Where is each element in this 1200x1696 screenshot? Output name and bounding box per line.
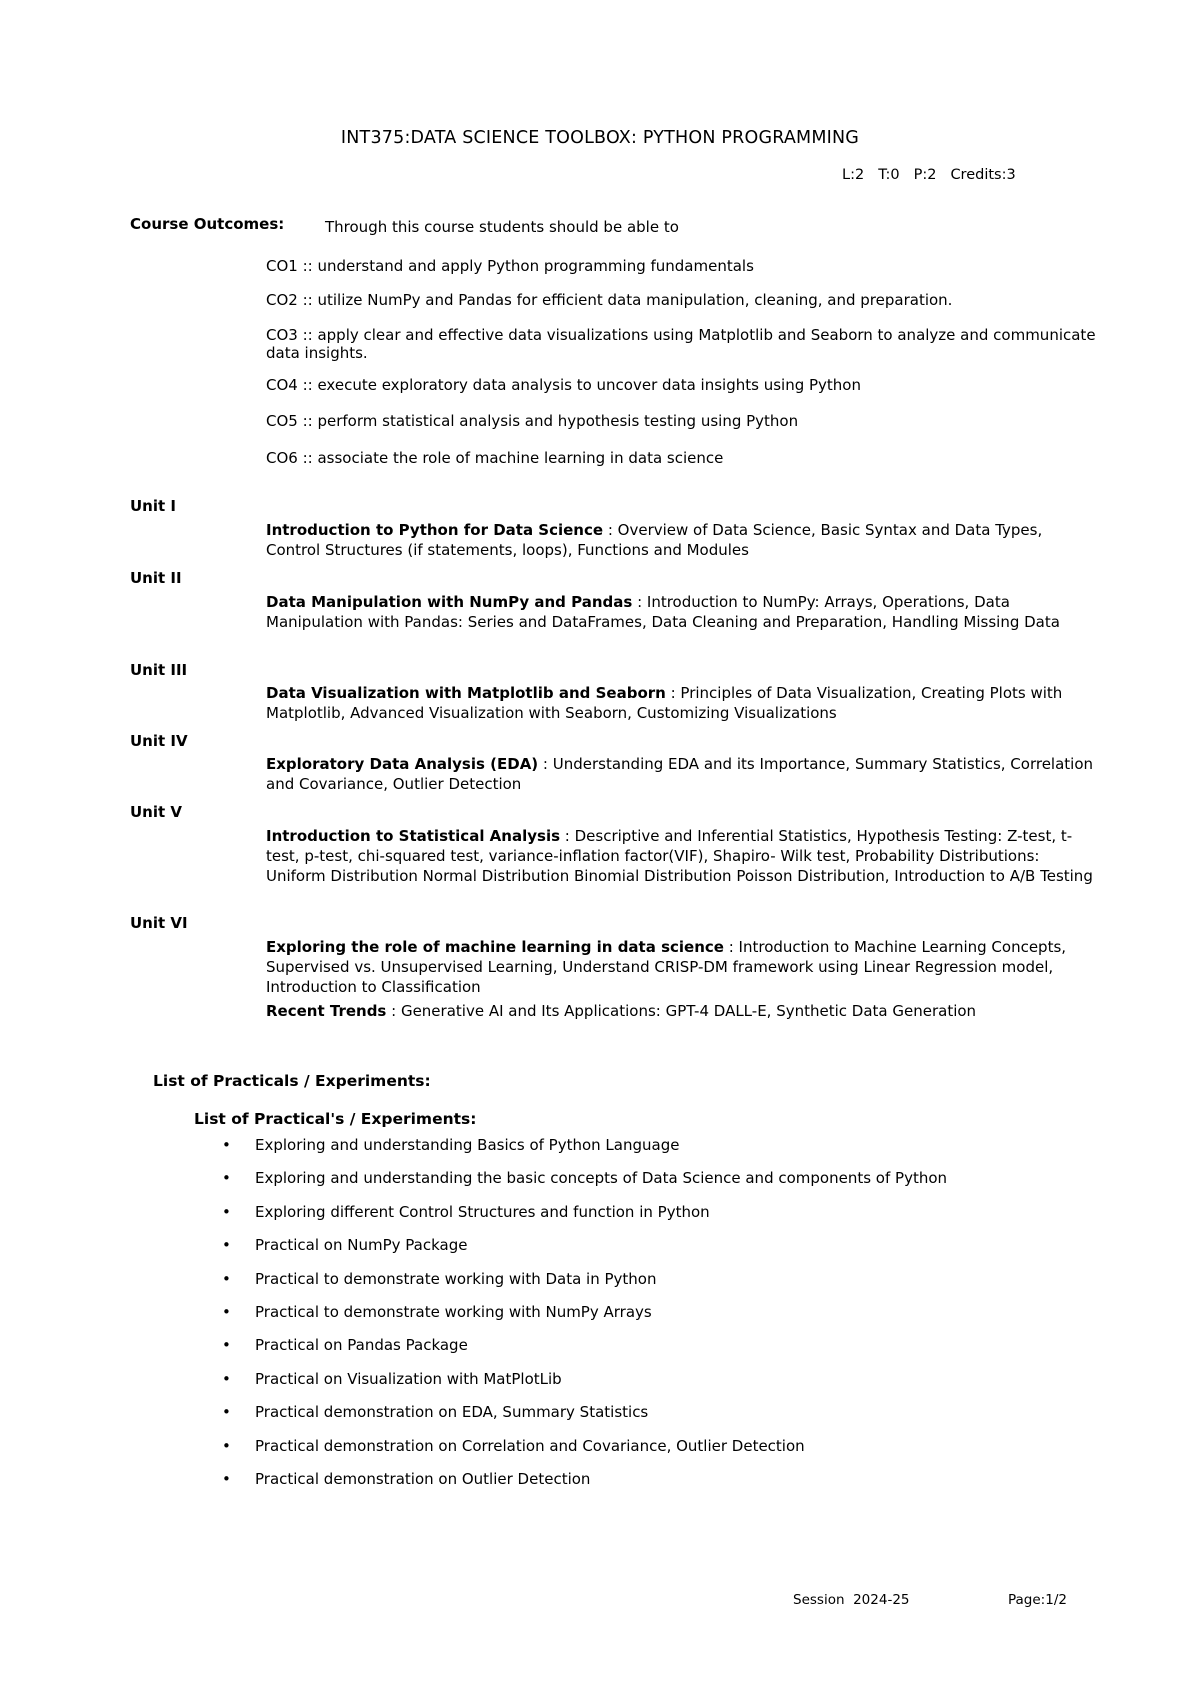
bullet-icon: • [222, 1302, 231, 1321]
course-title: INT375:DATA SCIENCE TOOLBOX: PYTHON PROGRAMMING [340, 128, 860, 148]
practical-hours: P:2 [913, 167, 937, 183]
bullet-icon: • [222, 1269, 231, 1288]
unit-label: Unit VI [130, 914, 188, 932]
unit-heading: Data Visualization with Matplotlib and Seaborn [266, 684, 666, 702]
bullet-icon: • [222, 1336, 231, 1355]
bullet-icon: • [222, 1169, 231, 1188]
bullet-icon: • [222, 1403, 231, 1422]
bullet-icon: • [222, 1369, 231, 1388]
unit-text: Descriptive and Inferential Statistics, Hypothesis Testing: Z-test, t-test, p-test, chi-squared test, variance-inflation factor(VIF), Shapiro- Wilk test, Probability Distributions: Uniform Distribution Normal Distribution Binomial Distribution Poisson Distribution, Introduction to A/B Testing [266, 827, 1093, 885]
bullet-icon: • [222, 1136, 231, 1154]
unit-heading: Exploring the role of machine learning in data science [266, 938, 724, 956]
bullet-icon: • [222, 1236, 231, 1255]
unit-label: Unit V [130, 803, 183, 821]
unit-text: Understanding EDA and its Importance, Summary Statistics, Correlation and Covariance, Outlier Detection [266, 755, 1094, 793]
unit-label: Unit IV [130, 732, 188, 750]
unit-label: Unit III [130, 661, 188, 679]
lecture-hours: L:2 [842, 167, 865, 183]
tutorial-hours: T:0 [878, 167, 900, 183]
recent-trends-text: Generative AI and Its Applications: GPT-4 DALL-E, Synthetic Data Generation [400, 1002, 977, 1020]
course-outcome-item: CO1 :: understand and apply Python programming fundamentals [266, 257, 754, 275]
unit-content: Introduction to Statistical Analysis : Descriptive and Inferential Statistics, Hypothesis Testing: Z-test, t-test, p-test, chi-squared test, variance-inflation factor(VIF), Shapiro- Wilk test, Probability Distributions: Uniform Distribution Normal Distribution Binomial Distribution Poisson Distribution, Introduction to A/B Testing [266, 827, 1093, 885]
unit-text: Principles of Data Visualization, Creating Plots with Matplotlib, Advanced Visualization with Seaborn, Customizing Visualizations [266, 684, 1063, 722]
course-outcome-item: CO6 :: associate the role of machine learning in data science [266, 449, 724, 467]
bullet-icon: • [222, 1436, 231, 1455]
recent-trends-heading: Recent Trends [266, 1002, 387, 1020]
practicals-subheading: List of Practical's / Experiments: [194, 1110, 477, 1128]
course-outcomes-label: Course Outcomes: [130, 215, 285, 233]
credits: Credits:3 [950, 167, 1016, 183]
unit-content: Exploring the role of machine learning in data science : Introduction to Machine Learning Concepts, Supervised vs. Unsupervised Learning, Understand CRISP-DM framework using Linear Regression model, Introduction to Classification [266, 938, 1067, 996]
unit-heading: Exploratory Data Analysis (EDA) [266, 755, 539, 773]
course-outcomes-intro: Through this course students should be able to [325, 218, 679, 236]
unit-label: Unit II [130, 569, 182, 587]
practicals-heading: List of Practicals / Experiments: [153, 1072, 431, 1090]
course-outcome-item: CO5 :: perform statistical analysis and hypothesis testing using Python [266, 412, 799, 430]
unit-heading: Introduction to Python for Data Science [266, 521, 604, 539]
document-page: INT375:DATA SCIENCE TOOLBOX: PYTHON PROGRAMMING L:2 T:0 P:2 Credits:3 Course Outcomes: Through this course students should be able to CO1 :: understand and apply Python programming fundamentals CO2 :: utilize NumPy and Pandas for efficient data manipulation, cleaning, and preparation. CO3 :: apply clear and effective data visualizations using Matplotlib and Seaborn to analyze and communicate data insights. CO4 :: execute exploratory data analysis to uncover data insights using Python CO5 :: perform statistical analysis and hypothesis testing using Python CO6 :: associate the role of machine learning in data science Unit I Introduction to Python for Data Science : Overview of Data Science, Basic Syntax and Data Types, Control Structures (if statements, loops), Functions and Modules Unit II Data Manipulation with NumPy and Pandas : Introduction to NumPy: Arrays, Operations, Data Manipulation with Pandas: Series and DataFrames, Data Cleaning and Preparation, Handling Missing Data Unit III Data Visualization with Matplotlib and Seaborn : Principles of Data Visualization, Creating Plots with Matplotlib, Advanced Visualization with Seaborn, Customizing Visualizations Unit IV Exploratory Data Analysis (EDA) : Understanding EDA and its Importance, Summary Statistics, Correlation and Covariance, Outlier Detection Unit V Introduction to Statistical Analysis : Descriptive and Inferential Statistics, Hypothesis Testing: Z-test, t-test, p-test, chi-squared test, variance-inflation factor(VIF), Shapiro- Wilk test, Probability Distributions: Uniform Distribution Normal Distribution Binomial Distribution Poisson Distribution, Introduction to A/B Testing Unit VI Exploring the role of machine learning in data science : Introduction to Machine Learning Concepts, Supervised vs. Unsupervised Learning, Understand CRISP-DM framework using Linear Regression model, Introduction to Classification Recent Trends : Generative AI and Its Applications: GPT-4 DALL-E, Synthetic Data Generation List of Practicals / Experiments: List of Practical's / Experiments: • Exploring and understanding Basics of Python Language • Exploring and understanding the basic concepts of Data Science and components of Python • Exploring different Control Structures and function in Python • Practical on NumPy Package • Practical to demonstrate working with Data in Python • Practical to demonstrate working with NumPy Arrays • Practical on Pandas Package • Practical on Visualization with MatPlotLib • Practical demonstration on EDA, Summary Statistics • Practical demonstration on Correlation and Covariance, Outlier Detection • Practical demonstration on Outlier Detection Session 2024-25 Page:1/2 [0, 0, 1200, 1696]
course-outcome-item: CO2 :: utilize NumPy and Pandas for efficient data manipulation, cleaning, and preparation. [266, 291, 953, 309]
unit-content: Data Manipulation with NumPy and Pandas : Introduction to NumPy: Arrays, Operations, Data Manipulation with Pandas: Series and DataFrames, Data Cleaning and Preparation, Handling Missing Data [266, 593, 1060, 631]
unit-text: Introduction to Machine Learning Concepts, Supervised vs. Unsupervised Learning, Understand CRISP-DM framework using Linear Regression model, Introduction to Classification [266, 938, 1067, 996]
page-number: Page:1/2 [1008, 1592, 1067, 1608]
unit-content: Exploratory Data Analysis (EDA) : Understanding EDA and its Importance, Summary Statistics, Correlation and Covariance, Outlier Detection [266, 755, 1094, 793]
session-label: Session 2024-25 [793, 1592, 910, 1608]
unit-content: Data Visualization with Matplotlib and Seaborn : Principles of Data Visualization, Creating Plots with Matplotlib, Advanced Visualization with Seaborn, Customizing Visualizations [266, 684, 1063, 722]
bullet-icon: • [222, 1202, 231, 1221]
unit-text: Overview of Data Science, Basic Syntax and Data Types, Control Structures (if statements, loops), Functions and Modules [266, 521, 1043, 559]
unit-content: Introduction to Python for Data Science : Overview of Data Science, Basic Syntax and Data Types, Control Structures (if statements, loops), Functions and Modules [266, 521, 1043, 559]
recent-trends: Recent Trends : Generative AI and Its Applications: GPT-4 DALL-E, Synthetic Data Generation [266, 1002, 977, 1020]
course-outcome-item: CO4 :: execute exploratory data analysis to uncover data insights using Python [266, 376, 861, 394]
unit-label: Unit I [130, 497, 176, 515]
course-outcome-item: CO3 :: apply clear and effective data visualizations using Matplotlib and Seaborn to analyze and communicate data insights. [266, 326, 1096, 362]
unit-heading: Introduction to Statistical Analysis [266, 827, 561, 845]
bullet-icon: • [222, 1469, 231, 1488]
unit-text: Introduction to NumPy: Arrays, Operations, Data Manipulation with Pandas: Series and DataFrames, Data Cleaning and Preparation, Handling Missing Data [266, 593, 1060, 631]
unit-heading: Data Manipulation with NumPy and Pandas [266, 593, 633, 611]
credit-structure [842, 167, 1016, 183]
